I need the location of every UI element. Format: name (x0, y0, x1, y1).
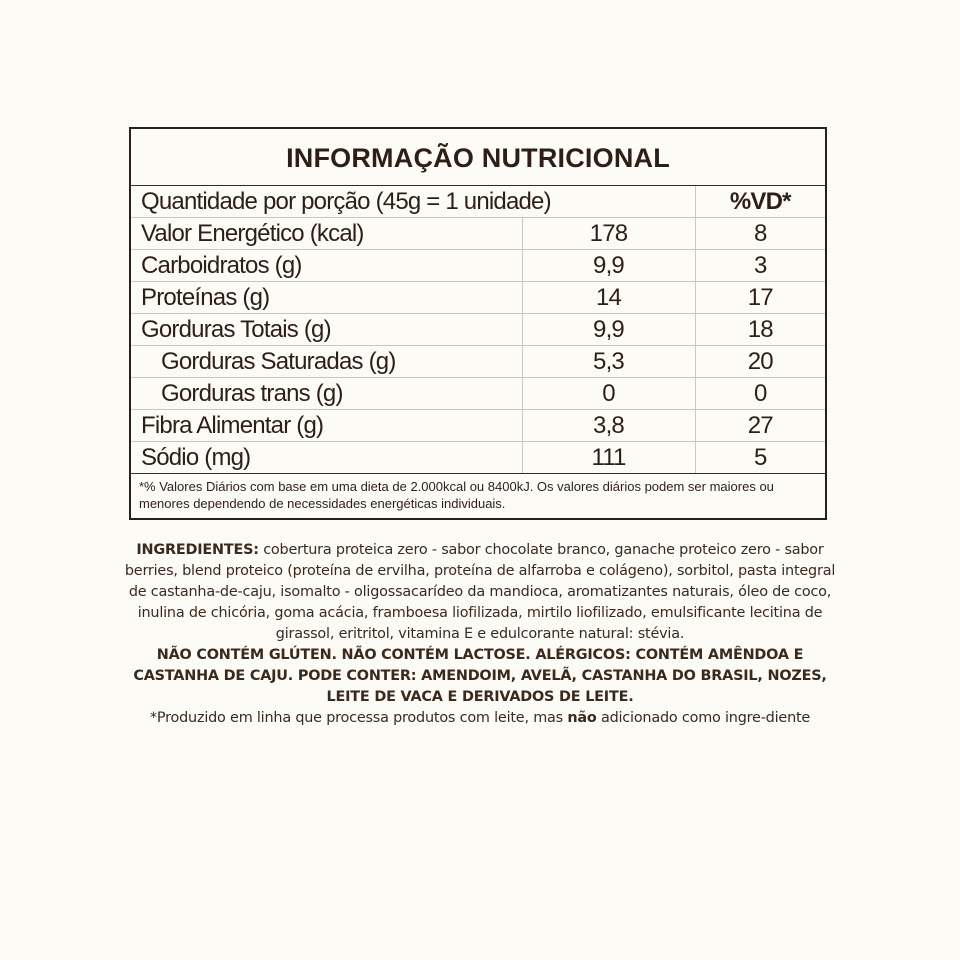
nutrient-vd: 17 (695, 282, 825, 314)
table-row (131, 346, 825, 378)
serving-row (131, 186, 825, 218)
nutrient-name: Gorduras trans (g) (131, 378, 522, 410)
table-row (131, 250, 825, 282)
vd-footnote: *% Valores Diários com base em uma dieta de 2.000kcal ou 8400kJ. Os valores diários podem ser maiores ou menores dependendo de necessidades energéticas individuais. (139, 479, 774, 511)
nutrient-name: Sódio (mg) (131, 442, 522, 474)
nutrition-table (131, 186, 825, 474)
nutrition-label (129, 127, 827, 520)
production-note (150, 710, 810, 726)
table-row (131, 442, 825, 474)
nutrient-name: Valor Energético (kcal) (131, 218, 522, 250)
nutrient-name: Proteínas (g) (131, 282, 522, 314)
vd-header: %VD* (695, 186, 825, 218)
nutrient-value: 178 (522, 218, 695, 250)
production-note-bold: não (567, 710, 597, 726)
production-note-suffix: adicionado como ingre-diente (596, 710, 811, 726)
nutrient-value: 14 (522, 282, 695, 314)
nutrient-vd: 20 (695, 346, 825, 378)
nutrient-value: 9,9 (522, 250, 695, 282)
nutrient-value: 111 (522, 442, 695, 474)
nutrient-name: Fibra Alimentar (g) (131, 410, 522, 442)
production-note-prefix: *Produzido em linha que processa produtos com leite, mas (149, 710, 568, 726)
allergen-warning: NÃO CONTÉM GLÚTEN. NÃO CONTÉM LACTOSE. ALÉRGICOS: CONTÉM AMÊNDOA E CASTANHA DE CAJU. PODE CONTER: AMENDOIM, AVELÃ, CASTANHA DO BRASIL, NOZES, LEITE DE VACA E DERIVADOS DE LEITE. (133, 647, 827, 705)
nutrient-vd: 0 (695, 378, 825, 410)
table-row (131, 378, 825, 410)
nutrient-value: 0 (522, 378, 695, 410)
ingredients-text: cobertura proteica zero - sabor chocolate branco, ganache proteico zero - sabor berries, blend proteico (proteína de ervilha, proteína de alfarroba e colágeno), sorbitol, pasta integral de castanha-de-caju, isomalto - oligossacarídeo da mandioca, aromatizantes naturais, óleo de coco, inulina de chicória, goma acácia, framboesa liofilizada, mirtilo liofilizado, emulsificante lecitina de girassol, eritritol, vitamina E e edulcorante natural: stévia. (124, 542, 836, 642)
nutrient-value: 9,9 (522, 314, 695, 346)
nutrient-vd: 8 (695, 218, 825, 250)
nutrient-name: Gorduras Saturadas (g) (131, 346, 522, 378)
nutrient-vd: 18 (695, 314, 825, 346)
table-row (131, 410, 825, 442)
ingredients-heading: INGREDIENTES: (136, 542, 259, 558)
nutrient-name: Carboidratos (g) (131, 250, 522, 282)
serving-label: Quantidade por porção (45g = 1 unidade) (131, 186, 695, 218)
nutrient-vd: 5 (695, 442, 825, 474)
ingredients-block (120, 540, 840, 729)
table-row (131, 282, 825, 314)
nutrient-vd: 27 (695, 410, 825, 442)
nutrient-value: 5,3 (522, 346, 695, 378)
label-title: INFORMAÇÃO NUTRICIONAL (131, 129, 825, 186)
table-row (131, 314, 825, 346)
nutrient-value: 3,8 (522, 410, 695, 442)
nutrient-vd: 3 (695, 250, 825, 282)
nutrient-name: Gorduras Totais (g) (131, 314, 522, 346)
table-row (131, 218, 825, 250)
